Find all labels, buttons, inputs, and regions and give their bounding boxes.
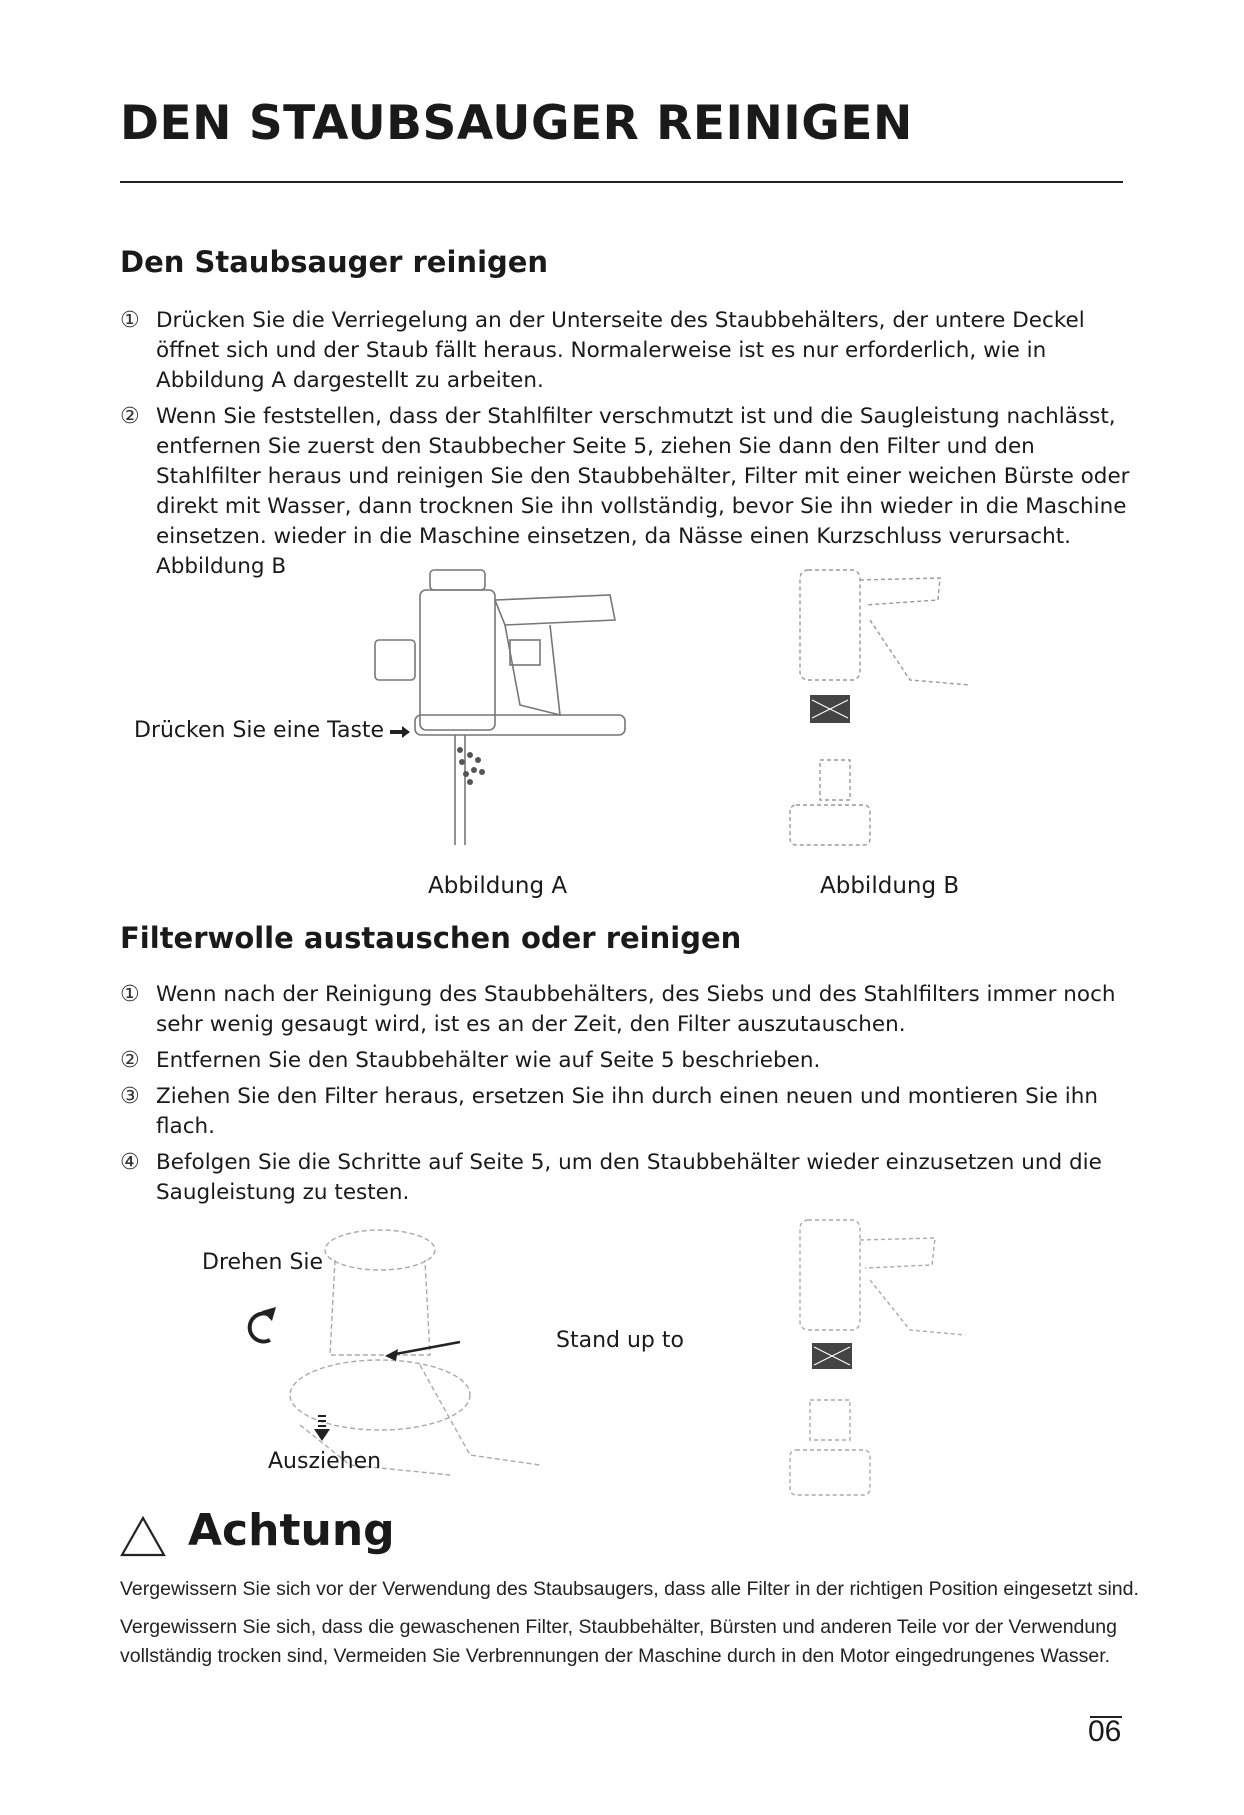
list-item: [120, 1148, 1135, 1208]
filter-exploded-illustration: [760, 1210, 980, 1510]
figure-b-illustration: [760, 560, 980, 860]
section-heading-filter-wool: Filterwolle austauschen oder reinigen: [120, 921, 742, 955]
rotate-label: Drehen Sie: [202, 1250, 324, 1275]
list-item: [120, 980, 1135, 1040]
section-heading-clean-vacuum: Den Staubsauger reinigen: [120, 245, 549, 279]
press-button-label: Drücken Sie eine Taste: [134, 718, 385, 743]
step-number: ①: [120, 982, 140, 1007]
figure-b-caption: Abbildung B: [820, 873, 960, 899]
step-number: ②: [120, 1048, 140, 1073]
page-title: DEN STAUBSAUGER REINIGEN: [120, 96, 913, 151]
warning-icon: [120, 1515, 166, 1557]
list-item: [120, 306, 1135, 396]
list-item: [120, 1082, 1135, 1142]
step-number: ④: [120, 1150, 140, 1175]
step-number: ①: [120, 308, 140, 333]
caution-title: Achtung: [188, 1505, 395, 1556]
list-item: [120, 1046, 1135, 1076]
cleaning-steps-list: [120, 306, 1135, 588]
figure-a-illustration: [370, 560, 660, 850]
step-number: ②: [120, 404, 140, 429]
pull-out-label: Ausziehen: [268, 1449, 382, 1474]
page-number: 06: [1088, 1715, 1122, 1748]
title-divider: [120, 181, 1123, 183]
step-text: Entfernen Sie den Staubbehälter wie auf Seite 5 beschrieben.: [156, 1048, 821, 1073]
step-text: Befolgen Sie die Schritte auf Seite 5, um den Staubbehälter wieder einzusetzen und die Saugleistung zu testen.: [156, 1150, 1102, 1205]
list-item: [120, 402, 1135, 582]
step-text: Drücken Sie die Verriegelung an der Unterseite des Staubbehälters, der untere Deckel öffnet sich und der Staub fällt heraus. Normalerweise ist es nur erforderlich, wie in Abbildung A dargestellt zu arbeiten.: [156, 308, 1085, 393]
step-text: Wenn nach der Reinigung des Staubbehälters, des Siebs und des Stahlfilters immer noch sehr wenig gesaugt wird, ist es an der Zeit, den Filter auszutauschen.: [156, 982, 1116, 1037]
step-text: Wenn Sie feststellen, dass der Stahlfilter verschmutzt ist und die Saugleistung nachlässt, entfernen Sie zuerst den Staubbecher Seite 5, ziehen Sie dann den Filter und den Stahlfilter heraus und reinigen Sie den Staubbehälter, Filter mit einer weichen Bürste oder direkt mit Wasser, dann trocknen Sie ihn vollständig, bevor Sie ihn wieder in die Maschine einsetzen. wieder in die Maschine einsetzen, da Nässe einen Kurzschluss verursacht. Abbildung B: [156, 404, 1130, 579]
stand-up-label: Stand up to: [556, 1328, 684, 1353]
figure-a-caption: Abbildung A: [428, 873, 568, 899]
step-text: Ziehen Sie den Filter heraus, ersetzen Sie ihn durch einen neuen und montieren Sie ihn flach.: [156, 1084, 1099, 1139]
caution-note: Vergewissern Sie sich vor der Verwendung des Staubsaugers, dass alle Filter in der richtigen Position eingesetzt sind.: [120, 1578, 1139, 1600]
step-number: ③: [120, 1084, 140, 1109]
caution-note: Vergewissern Sie sich, dass die gewaschenen Filter, Staubbehälter, Bürsten und anderen Teile vor der Verwendung vollständig trocken sind, Vermeiden Sie Verbrennungen der Maschine durch in den Motor eingedrungenes Wasser.: [120, 1616, 1117, 1667]
filter-steps-list: [120, 980, 1135, 1214]
